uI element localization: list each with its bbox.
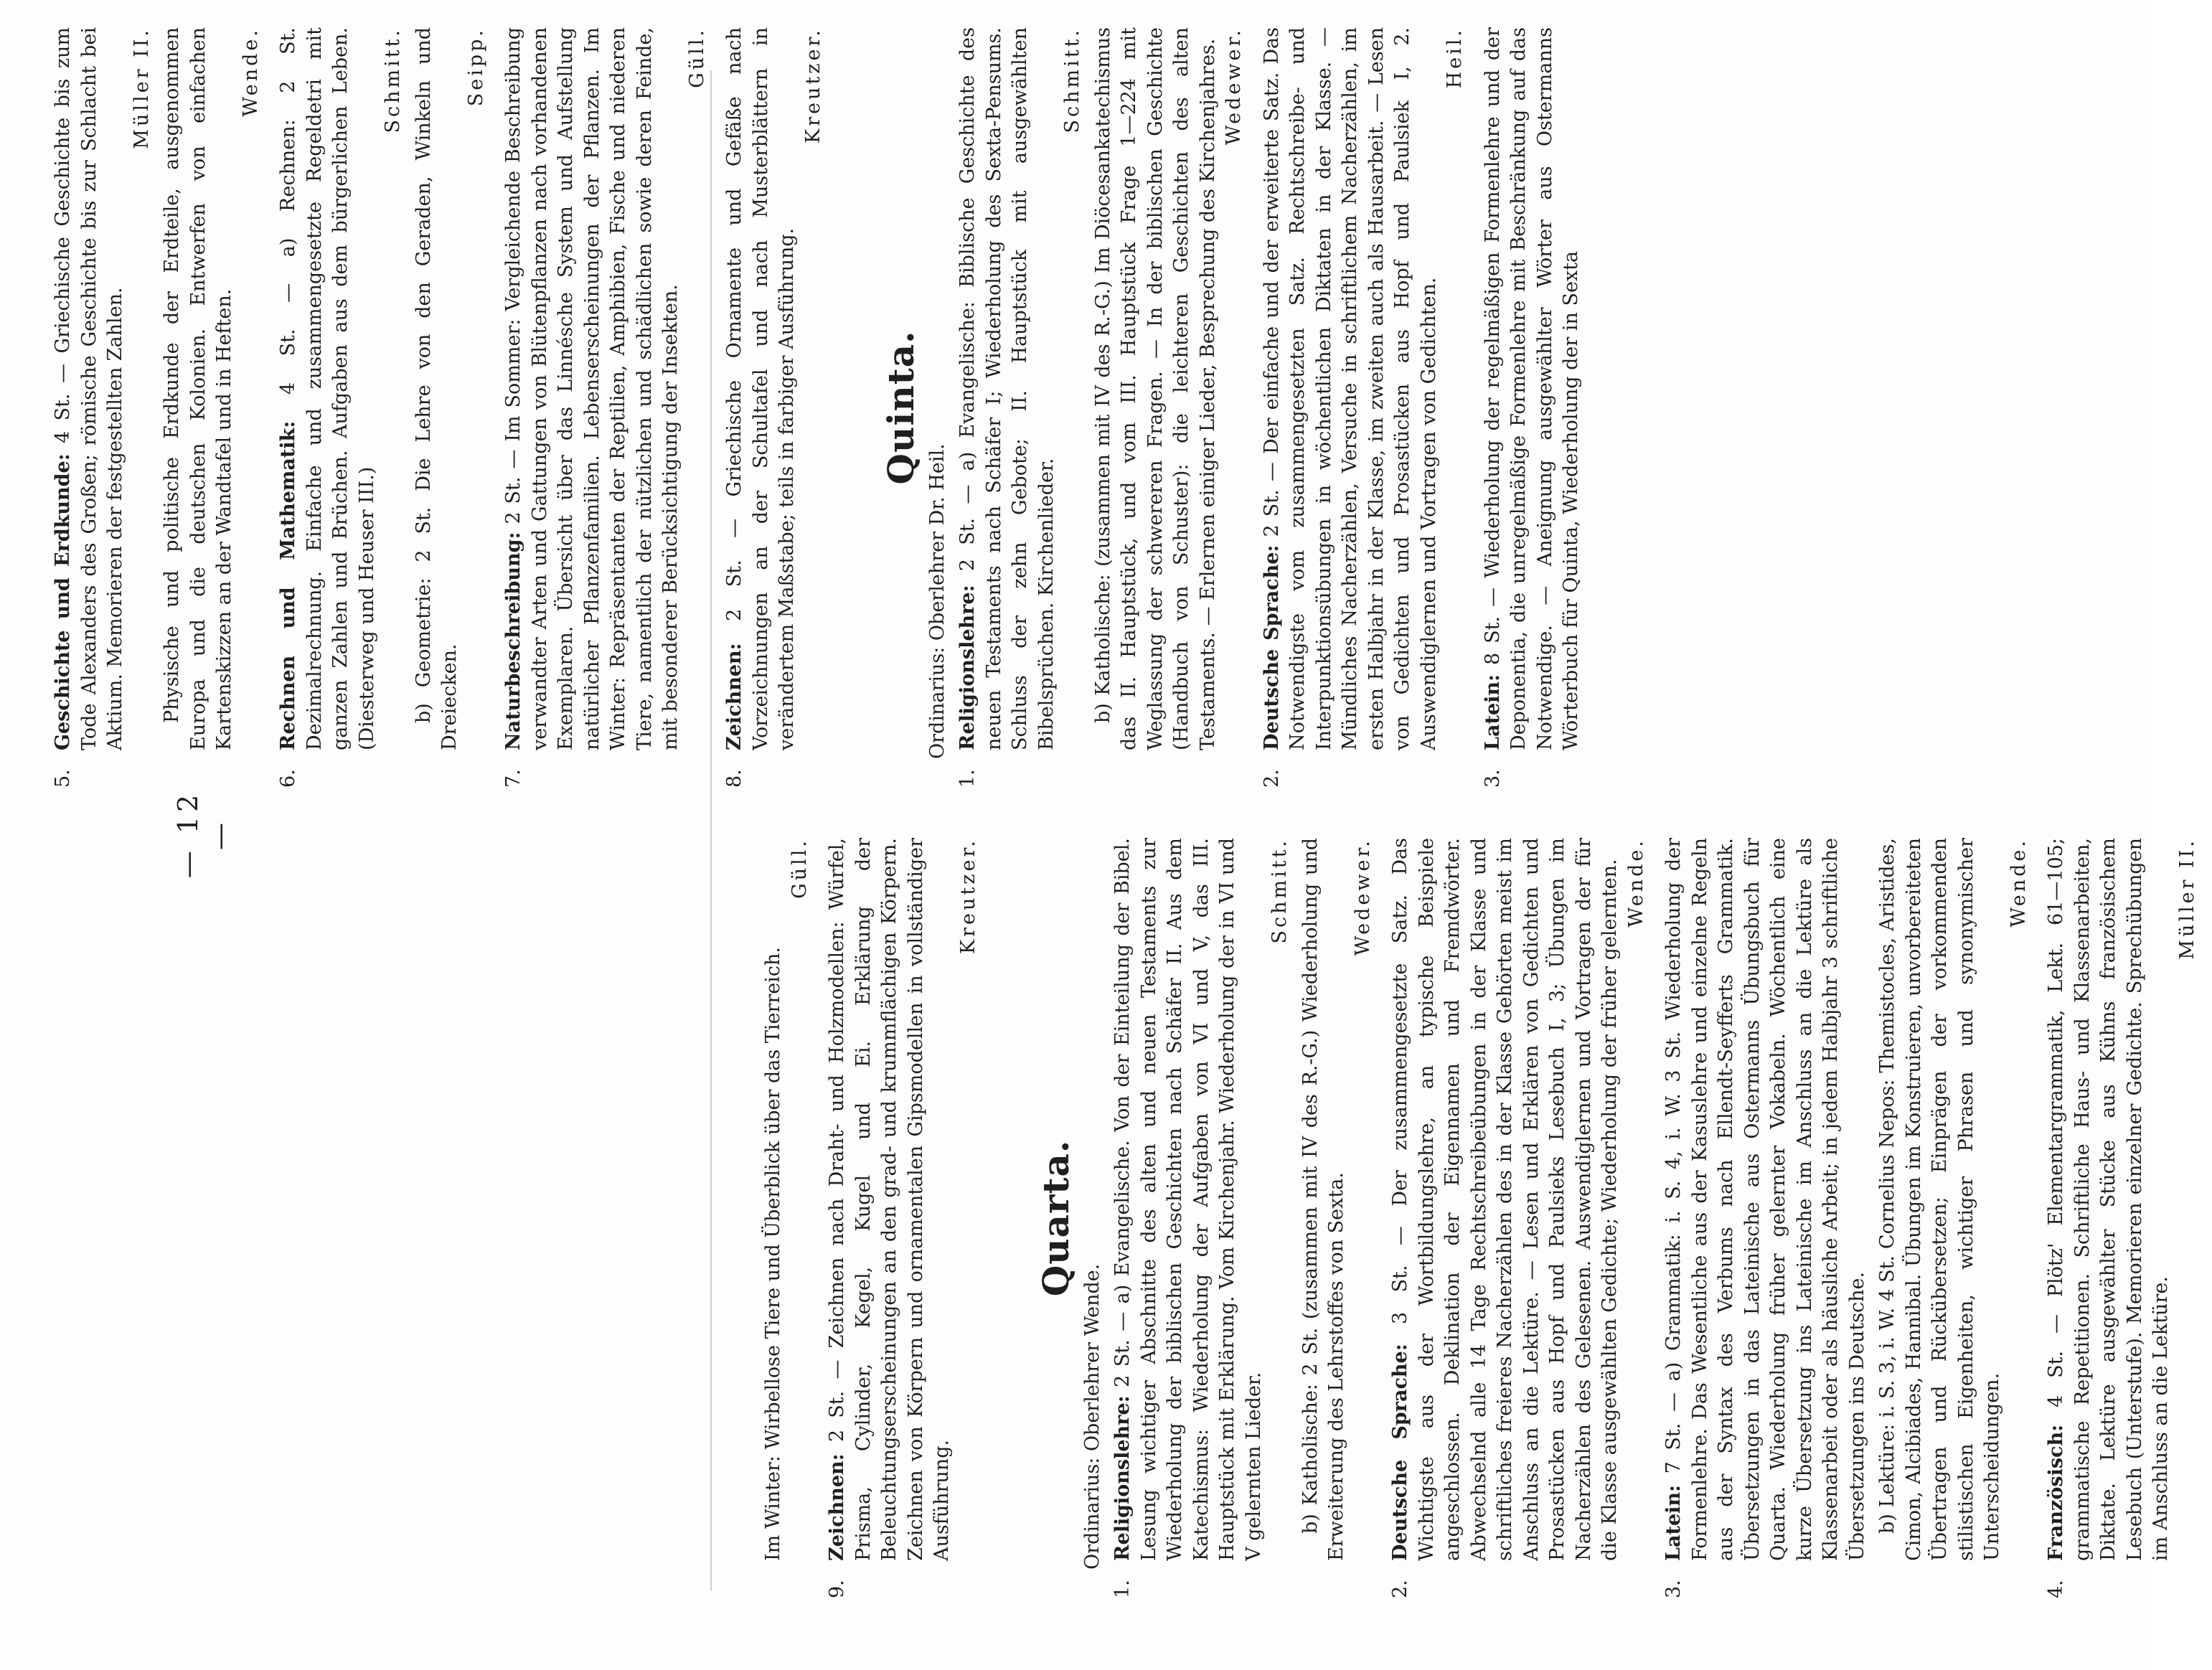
item-body (501, 27, 710, 750)
syllabus-item (824, 838, 982, 1598)
item-paragraph (1388, 838, 1624, 1561)
item-text: 2 St. — Der einfache und der erweiterte Satz. Das Notwendigste vom zusammengesetzten Satz. Rechtschreibe- und Interpunktionsübungen in wöchentlichen Diktaten in der Klasse. — Mündliches Nacherzählen, Versuche in schriftlichem Nacherzählen, im ersten Halbjahr in der Klasse, im zweiten auch als Hausarbeit. — Lesen von Gedichten und Prosastücken aus Hopf und Paulsiek I, 2. Auswendiglernen und Vortragen von Gedichten. (1260, 27, 1440, 750)
syllabus-item (1388, 838, 1649, 1598)
syllabus-item (955, 27, 1248, 788)
item-body (1661, 838, 2032, 1561)
item-number: 5. (52, 769, 74, 788)
item-body (824, 838, 982, 1561)
item-body (761, 838, 813, 1561)
teacher-signature: Wedewer. (1351, 838, 1374, 956)
teacher-signature: Wende. (239, 27, 262, 117)
syllabus-item (1110, 838, 1376, 1598)
item-subparagraph: Physische und politische Erdkunde der Erdteile, ausgenommen Europa und die deutschen Kolonien. Entwerfen von einfachen Kartenskizzen an der Wandtafel und in Heften. (161, 27, 235, 750)
item-paragraph (955, 27, 1060, 750)
section-title-quinta: Quinta. (880, 330, 922, 485)
item-text: 4 St. — Plötz' Elementargrammatik, Lekt. 61—105; grammatische Repetitionen. Schriftliche Haus- und Klassenarbeiten, Diktate. Lektüre ausgewählter Stücke aus Kühns französischem Lesebuch (Unterstufe). Memorieren einzelner Gedichte. Sprechübungen im Anschluss an die Lektüre. (2045, 838, 2172, 1561)
item-body (276, 27, 489, 750)
item-subparagraph: b) Lektüre: i. S. 3, i. W. 4 St. Cornelius Nepos: Themistocles, Aristides, Cimon, Alcibiades, Hannibal. Übungen im Konstruieren, unvorbereiteten Übertragen und Rückübersetzen; Einprägen der vorkommenden stilistischen Eigenheiten, wichtiger Phrasen und synonymischer Unterscheidungen. (1876, 838, 2003, 1561)
item-text: 2 St. — Zeichnen nach Draht- und Holzmodellen: Würfel, Prisma, Cylinder, Kegel, Kugel und Ei. Erklärung der Beleuchtungserscheinungen an den grad- und krummflächigen Körpern. Zeichnen von Körpern und ornamentalen Gipsmodellen in vollständiger Ausführung. (826, 838, 953, 1561)
item-paragraph (722, 27, 801, 750)
item-paragraph (824, 838, 956, 1561)
teacher-signature: Kreutzer. (801, 27, 824, 144)
subject-name: Französisch: (2045, 1424, 2067, 1561)
item-number: 7. (502, 769, 524, 788)
item-subparagraph: b) Geometrie: 2 St. Die Lehre von den Geraden, Winkeln und Dreiecken. (412, 27, 461, 750)
item-number (761, 1561, 813, 1598)
subject-name: Deutsche Sprache: (1389, 1344, 1411, 1561)
item-subparagraph: b) Katholische: 2 St. (zusammen mit IV des R.-G.) Wiederholung und Erweiterung des Lehrstoffes von Sexta. (1299, 838, 1347, 1561)
item-text: 2 St. — Griechische Ornamente und Gefäße nach Vorzeichnungen an der Schultafel und nach Musterblättern in verändertem Maßstabe; teils in farbiger Ausführung. (723, 27, 798, 750)
subject-name: Geschichte und Erdkunde: (52, 453, 74, 750)
item-body (1110, 838, 1376, 1561)
item-paragraph (276, 27, 380, 750)
teacher-signature: Wedewer. (1223, 27, 1245, 146)
teacher-signature: Müller II. (130, 27, 153, 149)
syllabus-item (2043, 838, 2201, 1598)
item-text: Im Winter: Wirbellose Tiere und Überblick über das Tierreich. (762, 947, 784, 1561)
item-number: 3. (1662, 1580, 1685, 1598)
teacher-signature: Schmitt. (1061, 27, 1083, 133)
subject-name: Religionslehre: (1111, 1395, 1134, 1561)
item-number: 1. (956, 769, 979, 788)
syllabus-item (276, 27, 489, 788)
teacher-signature: Schmitt. (382, 27, 404, 133)
item-text: 3 St. — Der zusammengesetzte Satz. Das Wichtigste aus der Wortbildungslehre, an typische Beispiele angeschlossen. Deklination der Eigennamen und Fremdwörter. Abwechselnd alle 14 Tage Rechtschreibeübungen in der Klasse und schriftliches freieres Nacherzählen des in der Klasse Gehörten meist im Anschluss an die Lektüre. — Lesen und Erklären von Gedichten und Prosastücken aus Hopf und Paulsieks Lesebuch I, 3; Übungen im Nacherzählen des Gelesenen. Auswendiglernen und Vortragen der für die Klasse ausgewählten Gedichte; Wiederholung der früher gelernten. (1389, 838, 1621, 1561)
subject-name: Latein: (1662, 1485, 1685, 1561)
subject-name: Zeichnen: (826, 1453, 848, 1561)
item-text: 2 St. — Im Sommer: Vergleichende Beschreibung verwandter Arten und Gattungen von Blütenpflanzen nach vorhandenen Exemplaren. Übersicht über das Linnésche System und Aufstellung natürlicher Pflanzenfamilien. Lebenserscheinungen der Pflanzen. Im Winter: Repräsentanten der Reptilien, Amphibien, Fische und niederen Tiere, namentlich der nützlichen und schädlichen sowie deren Feinde, mit besonderer Berücksichtigung der Insekten. (502, 27, 682, 750)
item-number: 2. (1260, 769, 1283, 788)
item-paragraph (761, 838, 787, 1561)
item-body (50, 27, 264, 750)
item-number: 9. (826, 1580, 848, 1598)
subject-name: Deutsche Sprache: (1260, 544, 1283, 750)
item-body (1259, 27, 1469, 750)
subject-name: Naturbeschreibung: (502, 532, 524, 750)
item-paragraph (501, 27, 684, 750)
page-number: — 12 — (172, 790, 235, 879)
item-body (1480, 27, 1585, 750)
syllabus-item (50, 27, 264, 788)
left-page-items-top (761, 838, 982, 1598)
item-paragraph (2043, 838, 2175, 1561)
subject-name: Zeichnen: (723, 643, 745, 750)
teacher-signature: Wende. (2007, 838, 2030, 928)
syllabus-item (1259, 27, 1469, 788)
teacher-signature: Müller II. (2175, 838, 2198, 960)
teacher-signature: Kreutzer. (956, 838, 979, 955)
right-page-column (50, 27, 1596, 788)
item-text: 2 St. — a) Evangelische: Biblische Geschichte des neuen Testaments nach Schäfer I; Wiederholung des Sexta-Pensums. Schluss der zehn Gebote; II. Hauptstück mit ausgewählten Bibelsprüchen. Kirchenlieder. (956, 27, 1058, 750)
item-number: 3. (1481, 769, 1504, 788)
teacher-signature: Güll. (788, 838, 811, 899)
item-number: 1. (1111, 1580, 1134, 1598)
item-body (722, 27, 827, 750)
right-page-items-top (50, 27, 827, 788)
teacher-signature: Schmitt. (1269, 838, 1291, 944)
item-paragraph (50, 27, 129, 750)
syllabus-item (501, 27, 710, 788)
item-number: 8. (723, 769, 745, 788)
item-paragraph (1110, 838, 1267, 1561)
ordinarius-quarta: Ordinarius: Oberlehrer Wende. (1081, 1263, 1103, 1570)
item-text: 4 St. — Griechische Geschichte bis zum Tode Alexanders des Großen; römische Geschichte bis zur Schlacht bei Aktium. Memorieren der festgestellten Zahlen. (52, 27, 126, 750)
subject-name: Latein: (1481, 674, 1504, 750)
item-paragraph (1661, 838, 1870, 1561)
syllabus-item (761, 838, 813, 1598)
item-text: 8 St. — Wiederholung der regelmäßigen Formenlehre und der Deponentia, die unregelmäßige Formenlehre mit Beschränkung auf das Notwendige. — Aneignung ausgewählter Wörter aus Ostermanns Wörterbuch für Quinta, Wiederholung der in Sexta (1481, 27, 1582, 750)
teacher-signature: Seipp. (464, 27, 487, 107)
syllabus-item (722, 27, 827, 788)
item-text: 2 St. — a) Evangelische. Von der Einteilung der Bibel. Lesung wichtiger Abschnitte des alten und neuen Testaments zur Wiederholung der biblischen Geschichten nach Schäfer II. Aus dem Katechismus: Wiederholung der Aufgaben von VI und V, das III. Hauptstück mit Erklärung. Vom Kirchenjahr. Wiederholung der in VI und V gelernten Lieder. (1111, 838, 1265, 1561)
section-title-quarta: Quarta. (1035, 1139, 1077, 1297)
left-page-items-bottom (1110, 838, 2201, 1598)
item-paragraph (1259, 27, 1443, 750)
item-text: 7 St. — a) Grammatik: i. S. 4, i. W. 3 St. Wiederholung der Formenlehre. Das Wesentliche aus der Kasuslehre und einzelne Regeln aus der Syntax des Verbums nach Ellendt-Seyfferts Grammatik. Übersetzungen in das Lateinische aus Ostermanns Übungsbuch für Quarta. Wiederholung früher gelernter Vokabeln. Wöchentlich eine kurze Übersetzung ins Lateinische im Anschluss an die Lektüre als Klassenarbeit oder als häusliche Arbeit; in jedem Halbjahr 3 schriftliche Übersetzungen ins Deutsche. (1662, 838, 1868, 1561)
subject-name: Rechnen und Mathematik: (277, 420, 299, 750)
right-page-items-bottom (955, 27, 1585, 788)
item-subparagraph: b) Katholische: (zusammen mit IV des R.-G.) Im Diöcesankatechismus das II. Hauptstück, und vom III. Hauptstück Frage 1—224 mit Weglassung der schwereren Fragen. — In der biblischen Geschichte (Handbuch von Schuster): die leichteren Geschichten des alten Testaments. — Erlernen einiger Lieder, Besprechung des Kirchenjahres. (1091, 27, 1219, 750)
ordinarius-quinta: Ordinarius: Oberlehrer Dr. Heil. (926, 443, 949, 759)
teacher-signature: Heil. (1444, 27, 1466, 89)
syllabus-item (1480, 27, 1585, 788)
item-body (955, 27, 1248, 750)
item-number: 2. (1389, 1580, 1411, 1598)
item-text: 4 St. — a) Rechnen: 2 St. Dezimalrechnung. Einfache und zusammengesetzte Regeldetri mit ganzen Zahlen und Brüchen. Aufgaben aus dem bürgerlichen Leben. (Diesterweg und Heuser III.) (277, 27, 378, 750)
left-page-column (761, 838, 2212, 1598)
item-body (2043, 838, 2201, 1561)
teacher-signature: Güll. (685, 27, 708, 88)
item-number: 4. (2045, 1580, 2067, 1598)
teacher-signature: Wende. (1624, 838, 1647, 928)
item-body (1388, 838, 1649, 1561)
subject-name: Religionslehre: (956, 585, 979, 750)
syllabus-item (1661, 838, 2032, 1598)
item-paragraph (1480, 27, 1585, 750)
item-number: 6. (277, 769, 299, 788)
